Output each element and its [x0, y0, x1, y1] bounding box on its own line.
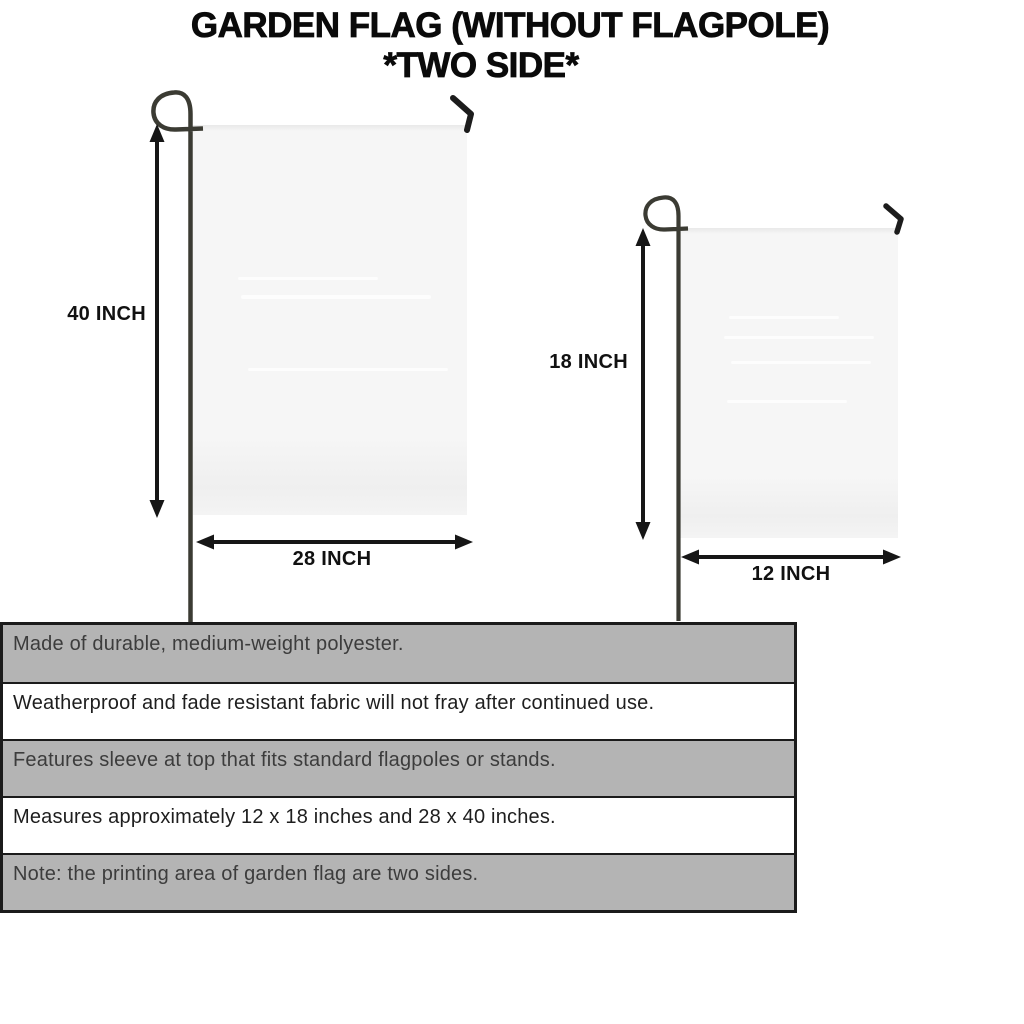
- flag-fold-line: [248, 368, 448, 371]
- feature-row-weatherproof: [3, 682, 794, 739]
- feature-text: Note: the printing area of garden flag are two sides.: [13, 863, 479, 885]
- flag-fold-line: [724, 336, 874, 339]
- feature-text: Features sleeve at top that fits standard flagpoles or stands.: [13, 749, 556, 771]
- small-flag-height-label: 18 INCH: [549, 351, 628, 373]
- flag-fold-line: [241, 295, 431, 299]
- title-line-1: GARDEN FLAG (WITHOUT FLAGPOLE): [190, 6, 830, 45]
- page-title: [0, 5, 1024, 86]
- flag-fold-line: [238, 277, 378, 280]
- feature-row-note: [3, 853, 794, 910]
- feature-row-sleeve: [3, 739, 794, 796]
- small-flag-height-arrow: [636, 228, 651, 540]
- large-flag-width-label: 28 INCH: [292, 548, 372, 570]
- title-line-2: *TWO SIDE*: [383, 46, 579, 85]
- feature-row-material: [3, 625, 794, 682]
- large-flag-height-arrow: [150, 124, 165, 518]
- small-flag-width-label: 12 INCH: [751, 563, 831, 585]
- feature-text: Made of durable, medium-weight polyester.: [13, 633, 404, 655]
- feature-text: Weatherproof and fade resistant fabric will not fray after continued use.: [13, 692, 655, 714]
- feature-text: Measures approximately 12 x 18 inches and 28 x 40 inches.: [13, 806, 556, 828]
- features-table: [0, 622, 797, 913]
- large-flag-height-label: 40 INCH: [67, 303, 146, 325]
- feature-row-measures: [3, 796, 794, 853]
- large-flag-preview: [193, 125, 467, 515]
- flag-fold-line: [731, 361, 871, 364]
- small-flag-preview: [679, 228, 898, 538]
- flag-fold-line: [727, 400, 847, 403]
- flag-fold-line: [729, 316, 839, 319]
